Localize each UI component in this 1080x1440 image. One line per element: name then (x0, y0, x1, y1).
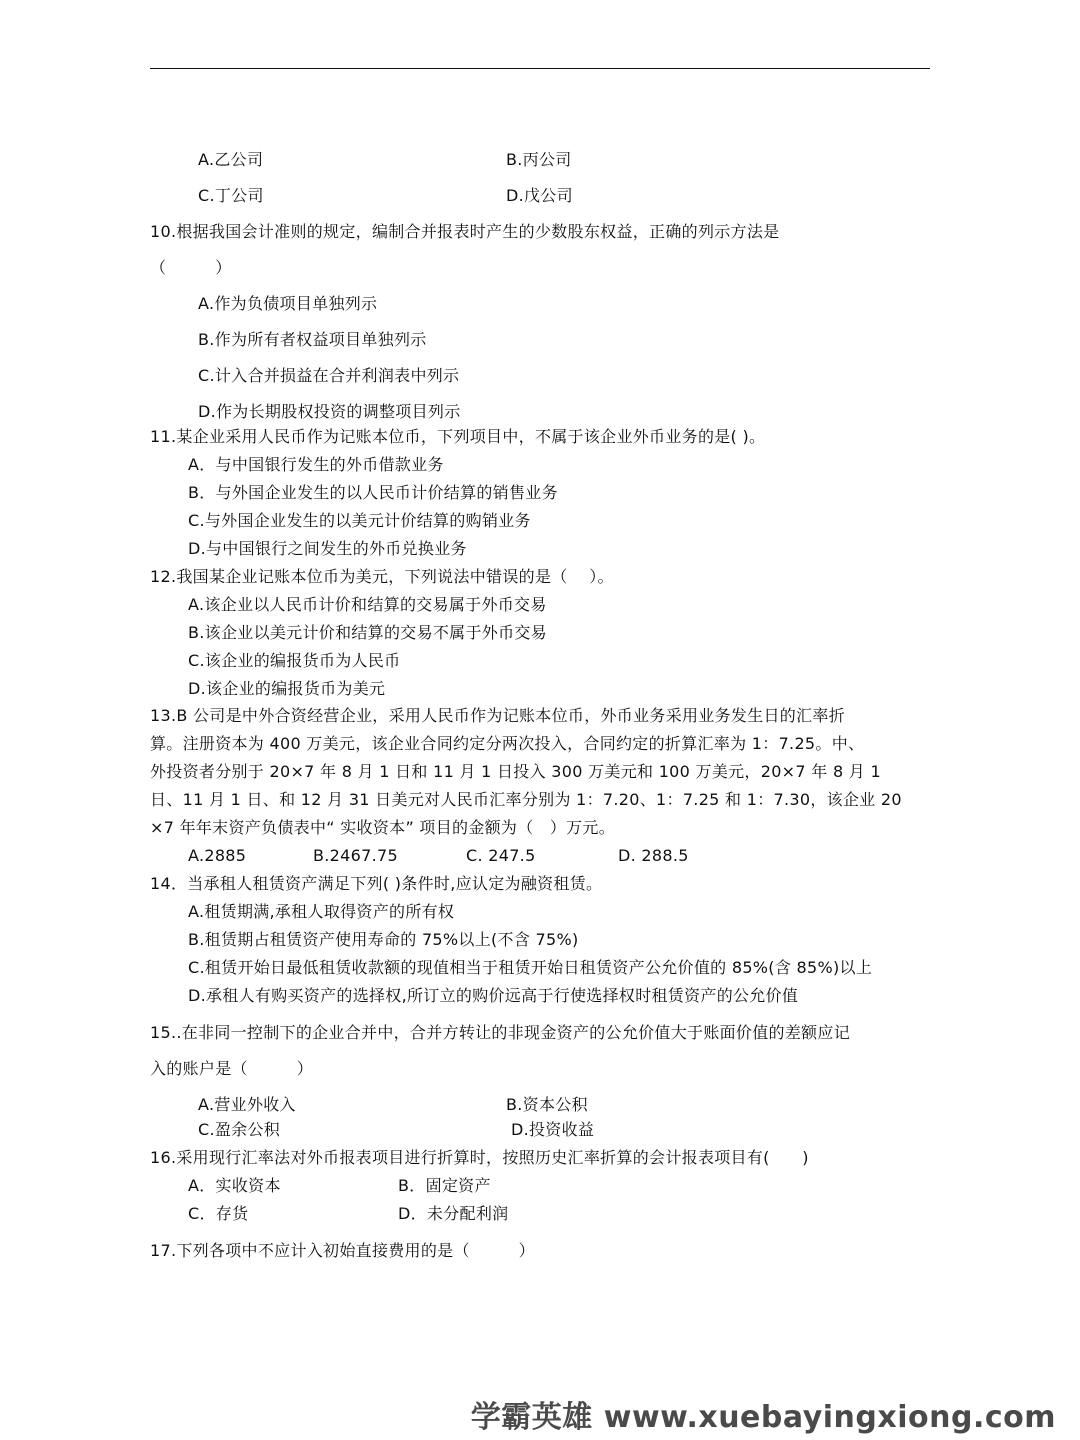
q9-option-d: D.戊公司 (506, 186, 573, 205)
q11-option-b: B．与外国企业发生的以人民币计价结算的销售业务 (188, 483, 558, 502)
header-rule (150, 68, 930, 69)
q15-option-c: C.盈余公积 (198, 1120, 281, 1139)
q16-option-a: A．实收资本 (188, 1176, 281, 1195)
q15-stem-line-2: 入的账户是（ ） (150, 1059, 314, 1078)
q12-option-d: D.该企业的编报货币为美元 (188, 679, 386, 698)
q11-option-d: D.与中国银行之间发生的外币兑换业务 (188, 539, 467, 558)
q12-option-b: B.该企业以美元计价和结算的交易不属于外币交易 (188, 623, 547, 642)
q13-stem-line-4: 日、11 月 1 日、和 12 月 31 日美元对人民币汇率分别为 1：7.20、1：7.25 和 1：7.30，该企业 20 (150, 790, 902, 809)
q9-option-b: B.丙公司 (506, 150, 572, 169)
q13-stem-line-1: 13.B 公司是中外合资经营企业，采用人民币作为记账本位币，外币业务采用业务发生日的汇率折 (150, 706, 846, 725)
q14-option-a: A.租赁期满,承租人取得资产的所有权 (188, 902, 455, 921)
q9-option-a: A.乙公司 (198, 150, 264, 169)
q15-option-a: A.营业外收入 (198, 1095, 296, 1114)
q10-option-b: B.作为所有者权益项目单独列示 (198, 330, 427, 349)
q10-option-c: C.计入合并损益在合并利润表中列示 (198, 366, 460, 385)
q13-stem-line-5: ×7 年年末资产负债表中“ 实收资本” 项目的金额为（ ）万元。 (150, 818, 616, 837)
q10-option-d: D.作为长期股权投资的调整项目列示 (198, 402, 461, 421)
q14-option-c: C.租赁开始日最低租赁收款额的现值相当于租赁开始日租赁资产公允价值的 85%(含 85%)以上 (188, 958, 873, 977)
q12-option-c: C.该企业的编报货币为人民币 (188, 651, 401, 670)
q11-option-a: A．与中国银行发生的外币借款业务 (188, 455, 444, 474)
q17-stem: 17.下列各项中不应计入初始直接费用的是（ ） (150, 1241, 535, 1260)
q15-stem: 15..在非同一控制下的企业合并中，合并方转让的非现金资产的公允价值大于账面价值的差额应记 (150, 1023, 851, 1042)
q13-option-c: C. 247.5 (466, 846, 536, 865)
q16-option-d: D．未分配利润 (398, 1204, 509, 1223)
q12-stem: 12.我国某企业记账本位币为美元，下列说法中错误的是（ ）。 (150, 567, 614, 586)
q14-option-d: D.承租人有购买资产的选择权,所订立的购价远高于行使选择权时租赁资产的公允价值 (188, 986, 799, 1005)
q9-option-c: C.丁公司 (198, 186, 264, 205)
q13-option-a: A.2885 (188, 846, 247, 865)
watermark: 学霸英雄 www.xuebayingxiong.com (470, 1400, 1056, 1435)
q13-option-d: D. 288.5 (618, 846, 689, 865)
q16-option-b: B．固定资产 (398, 1176, 491, 1195)
q10-stem: 10.根据我国会计准则的规定，编制合并报表时产生的少数股东权益，正确的列示方法是 (150, 222, 780, 241)
q13-stem-line-2: 算。注册资本为 400 万美元，该企业合同约定分两次投入，合同约定的折算汇率为 1：7.25。中、 (150, 734, 865, 753)
q11-stem: 11.某企业采用人民币作为记账本位币，下列项目中，不属于该企业外币业务的是( )。 (150, 427, 766, 446)
q13-stem-line-3: 外投资者分别于 20×7 年 8 月 1 日和 11 月 1 日投入 300 万美元和 100 万美元，20×7 年 8 月 1 (150, 762, 881, 781)
q10-option-a: A.作为负债项目单独列示 (198, 294, 378, 313)
q13-option-b: B.2467.75 (313, 846, 398, 865)
q15-option-b: B.资本公积 (506, 1095, 588, 1114)
q14-option-b: B.租赁期占租赁资产使用寿命的 75%以上(不含 75%) (188, 930, 579, 949)
q11-option-c: C.与外国企业发生的以美元计价结算的购销业务 (188, 511, 531, 530)
q12-option-a: A.该企业以人民币计价和结算的交易属于外币交易 (188, 595, 547, 614)
q10-blank: （ ） (150, 258, 232, 277)
q14-stem: 14．当承租人租赁资产满足下列( )条件时,应认定为融资租赁。 (150, 874, 603, 893)
q16-stem: 16.采用现行汇率法对外币报表项目进行折算时，按照历史汇率折算的会计报表项目有( ) (150, 1148, 809, 1167)
q16-option-c: C．存货 (188, 1204, 249, 1223)
q15-option-d: D.投资收益 (511, 1120, 595, 1139)
